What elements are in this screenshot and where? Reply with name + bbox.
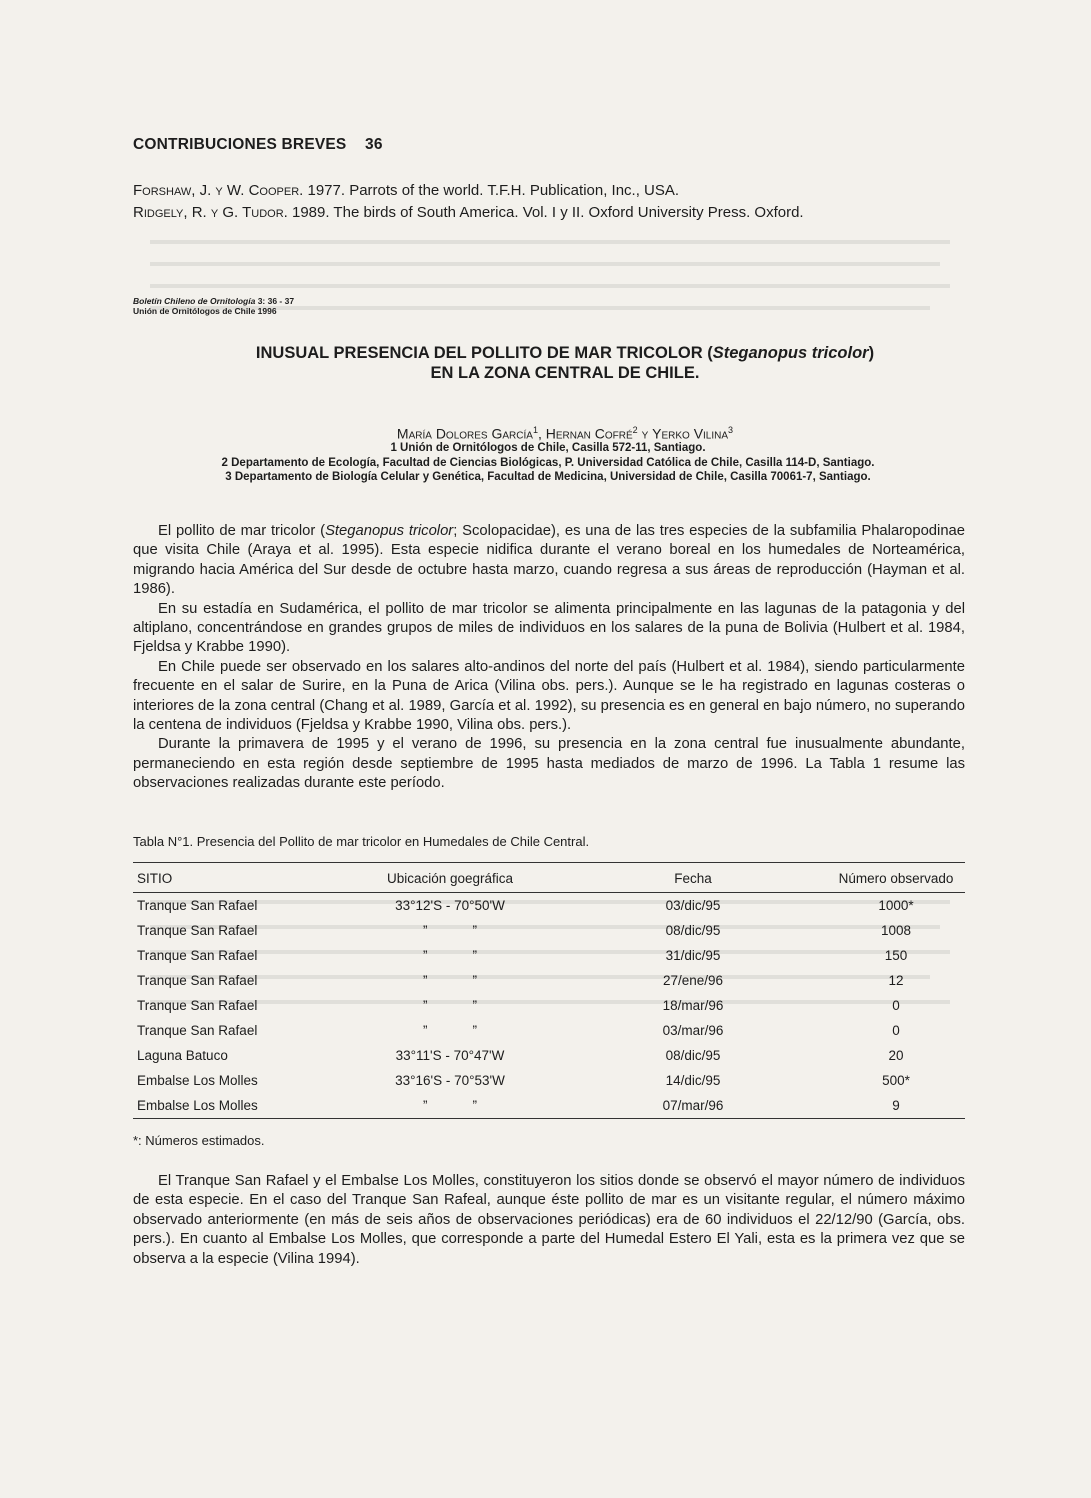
title-part: INUSUAL PRESENCIA DEL POLLITO DE MAR TRICOLOR ( (255, 344, 713, 362)
page-number: 36 (365, 136, 383, 153)
cell-date: 14/dic/95 (665, 1073, 721, 1088)
cell-count: 0 (892, 1023, 900, 1038)
cell-date: 18/mar/96 (662, 998, 724, 1013)
header-site: SITIO (133, 863, 341, 893)
title-line-2: EN LA ZONA CENTRAL DE CHILE. (430, 364, 700, 382)
paragraph: En Chile puede ser observado en los salares alto-andinos del norte del país (Hulbert et al. 1984), siendo particularmente frecuente en el salar de Surire, en la Puna de Arica (Vilina obs. pers.). Aunque se le ha registrado en lagunas costeras o interiores de la zona central (Chang et al. 1989, García et al. 1992), su presencia es en general en bajo número, no superando la centena de individuos (Fjeldsa y Krabbe 1990, Vilina obs. pers.). (133, 658, 965, 734)
journal-citation (133, 296, 294, 316)
cell-location: 33°12'S - 70°50'W (395, 898, 505, 913)
cell-location: ” ” (423, 923, 477, 938)
reference-authors: Ridgely, R. y G. Tudor. (133, 204, 288, 221)
table-row (133, 893, 965, 919)
title-species: Steganopus tricolor (712, 344, 869, 362)
reference-item (133, 180, 963, 202)
reference-list (133, 180, 963, 224)
cell-date: 03/mar/96 (662, 1023, 724, 1038)
text-run: El pollito de mar tricolor ( (158, 523, 326, 539)
ghost-line (150, 240, 950, 244)
cell-count: 12 (888, 973, 904, 988)
cell-site: Tranque San Rafael (137, 998, 258, 1013)
ghost-line (150, 284, 950, 288)
affiliation: 2 Departamento de Ecología, Facultad de Ciencias Biológicas, P. Universidad Católica de Chile, Casilla 114-D, Santiago. (221, 456, 875, 469)
cell-date: 08/dic/95 (665, 1048, 721, 1063)
journal-publisher: Unión de Ornitólogos de Chile 1996 (133, 306, 277, 316)
header-count: Número observado (827, 863, 965, 893)
cell-location: ” ” (341, 1093, 559, 1119)
affiliations (133, 441, 963, 485)
cell-count: 500* (882, 1073, 910, 1088)
cell-location: 33°16'S - 70°53'W (395, 1073, 505, 1088)
affiliation: 3 Departamento de Biología Celular y Genética, Facultad de Medicina, Universidad de Chile, Casilla 70061-7, Santiago. (225, 471, 871, 483)
journal-volume: 3: 36 - 37 (257, 296, 295, 306)
ghost-line (150, 262, 940, 266)
cell-date: 07/mar/96 (559, 1093, 827, 1119)
table-row (133, 993, 965, 1018)
table-row (133, 1068, 965, 1093)
table-footnote: *: Números estimados. (133, 1133, 265, 1148)
table-row (133, 1093, 965, 1119)
running-head (133, 136, 383, 154)
cell-date: 08/dic/95 (665, 923, 721, 938)
cell-site: Tranque San Rafael (137, 948, 258, 963)
paragraph: El Tranque San Rafael y el Embalse Los Molles, constituyeron los sitios donde se observó el mayor número de individuos de esta especie. En el caso del Tranque San Rafeal, aunque éste pollito de mar es un visitante regular, el número máximo observado anteriormente (en más de seis años de observaciones periódicas) era de 60 individuos el 22/12/90 (García, obs. pers.). En cuanto al Embalse Los Molles, que corresponde a parte del Humedal Estero El Yali, esta es la primera vez que se observa a la especie (Vilina 1994). (133, 1173, 965, 1267)
cell-location: 33°11'S - 70°47'W (395, 1048, 505, 1063)
species-name: Steganopus tricolor (325, 523, 454, 539)
cell-count: 20 (888, 1048, 904, 1063)
author-affil-mark: 1 (532, 425, 538, 435)
cell-location: ” ” (423, 998, 477, 1013)
cell-site: Tranque San Rafael (137, 1023, 258, 1038)
header-date: Fecha (559, 863, 827, 893)
header-location: Ubicación goegráfica (341, 863, 559, 893)
article-title (150, 343, 980, 383)
cell-site: Laguna Batuco (137, 1048, 228, 1063)
cell-date: 27/ene/96 (662, 973, 724, 988)
author-affil-mark: 2 (632, 425, 638, 435)
cell-site: Embalse Los Molles (133, 1093, 341, 1119)
cell-site: Tranque San Rafael (137, 923, 258, 938)
title-part: ) (868, 344, 875, 362)
cell-count: 9 (827, 1093, 965, 1119)
reference-text: 1977. Parrots of the world. T.F.H. Publication, Inc., USA. (307, 182, 680, 199)
author-name: María Dolores García (396, 425, 533, 442)
author-name: Yerko Vilina (652, 425, 729, 442)
table-row (133, 968, 965, 993)
cell-date: 03/dic/95 (665, 898, 721, 913)
article-body (133, 522, 965, 794)
cell-date: 31/dic/95 (665, 948, 721, 963)
paragraph (133, 522, 965, 600)
affiliation: 1 Unión de Ornitólogos de Chile, Casilla 572-11, Santiago. (390, 442, 706, 454)
text-run: ; Scolopacidae), es una de las tres especies de la subfamilia Phalaropodinae que visita Chile (Araya et al. 1995). Esta especie nidifica durante el verano boreal en los humedales de Norteamérica, migrando hacia América del Sur desde de octubre hasta marzo, cuando regresa a sus áreas de reproducción (Hayman et al. 1986). (133, 523, 966, 598)
author-separator: y (641, 425, 649, 442)
paragraph: Durante la primavera de 1995 y el verano de 1996, su presencia en la zona central fue inusualmente abundante, permaneciendo en esta región desde septiembre de 1995 hasta mediados de marzo de 1996. La Tabla 1 resume las observaciones realizadas durante este período. (133, 736, 965, 792)
cell-location: ” ” (423, 1023, 477, 1038)
paragraph: En su estadía en Sudamérica, el pollito de mar tricolor se alimenta principalmente en las lagunas de la patagonia y del altiplano, concentrándose en grandes grupos de miles de individuos en los salares de la puna de Bolivia (Hulbert et al. 1984, Fjeldsa y Krabbe 1990). (133, 600, 965, 656)
cell-count: 0 (892, 998, 900, 1013)
table-row (133, 918, 965, 943)
cell-site: Tranque San Rafael (137, 973, 258, 988)
reference-text: 1989. The birds of South America. Vol. I y II. Oxford University Press. Oxford. (292, 204, 804, 221)
author-affil-mark: 3 (728, 425, 734, 435)
author-list: María Dolores García$^1$, Hernan Cofré$^2$ y Yerko Vilina$^3$ (396, 425, 734, 442)
cell-location: ” ” (423, 948, 477, 963)
article-body-continued (133, 1172, 965, 1269)
table-caption: Tabla N°1. Presencia del Pollito de mar tricolor en Humedales de Chile Central. (133, 834, 590, 849)
cell-location: ” ” (423, 973, 477, 988)
cell-site: Embalse Los Molles (137, 1073, 258, 1088)
table-row (133, 943, 965, 968)
reference-item (133, 202, 963, 224)
observations-table (133, 862, 965, 1119)
cell-count: 1000* (878, 898, 914, 913)
table-row (133, 1018, 965, 1043)
table-header-row (133, 863, 965, 893)
reference-authors: Forshaw, J. y W. Cooper. (133, 182, 304, 199)
table-row (133, 1043, 965, 1068)
author-name: Hernan Cofré (545, 425, 633, 442)
running-head-label: CONTRIBUCIONES BREVES (133, 136, 347, 153)
cell-count: 1008 (880, 923, 912, 938)
journal-name: Boletín Chileno de Ornitología (133, 296, 256, 306)
cell-count: 150 (884, 948, 908, 963)
cell-site: Tranque San Rafael (137, 898, 258, 913)
